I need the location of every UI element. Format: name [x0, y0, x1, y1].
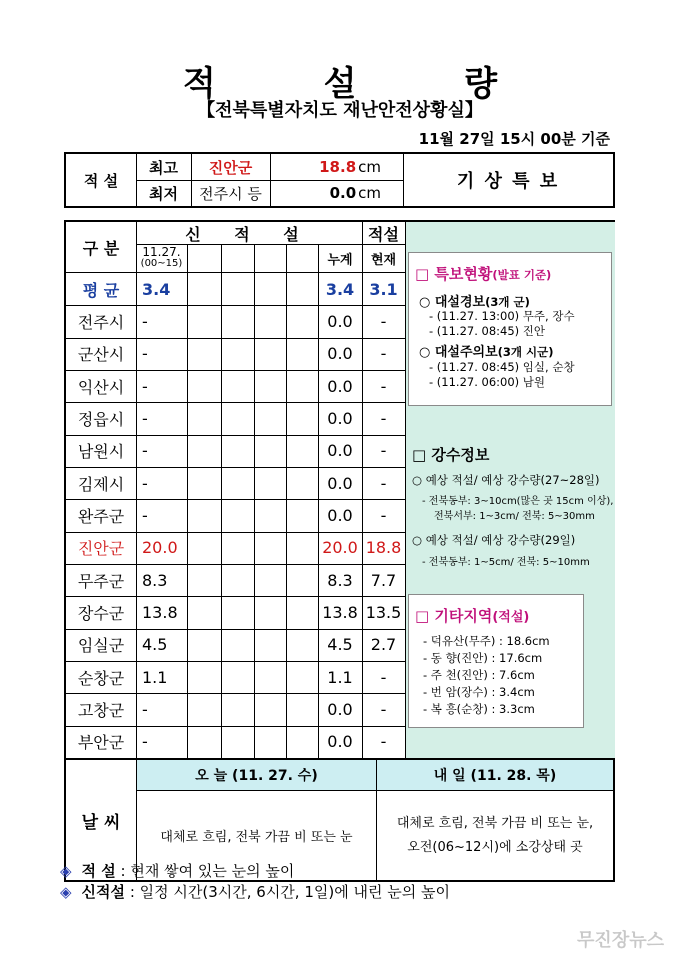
legend-desc-2: : 일정 시간(3시간, 6시간, 1일)에 내린 눈의 높이 [129, 883, 450, 901]
legend-term-2: 신적설 [81, 883, 126, 901]
table-row-new-snow: 20.0 [142, 538, 178, 558]
other-area-item: - 복 흥(순창) : 3.3cm [423, 702, 535, 716]
heavy-warning: ○ 대설경보 [419, 295, 486, 310]
col-new-snow: 신 적 설 [185, 224, 313, 244]
precip-line-1: ○ 예상 적설/ 예상 강수량(27~28일) [412, 473, 600, 487]
diamond-icon: ◈ [60, 883, 72, 901]
diamond-icon: ◈ [60, 862, 72, 880]
heavy-warning-sub: (3개 군) [485, 295, 530, 309]
advisory-line-1: - (11.27. 08:45) 임실, 순창 [429, 360, 575, 374]
other-title-sub: (적설) [492, 610, 530, 625]
table-row-total: 1.1 [327, 667, 353, 687]
today-text: 대체로 흐림, 전북 가끔 비 또는 눈 [160, 830, 353, 845]
table-row-current: 18.8 [365, 538, 402, 558]
table-row-new-snow: - [142, 441, 148, 461]
table-row-region: 남원시 [77, 442, 125, 462]
table-row-total: 20.0 [322, 538, 358, 558]
table-row-current: 2.7 [370, 635, 397, 655]
legend-term-1: 적 설 [81, 862, 116, 880]
tomorrow-line-1: 대체로 흐림, 전북 가끔 비 또는 눈, [396, 815, 594, 831]
table-row-current: 3.1 [369, 279, 398, 299]
table-row-total: 8.3 [327, 570, 353, 590]
max-unit: cm [358, 158, 381, 176]
max-value: 18.8 [319, 158, 357, 176]
table-row-new-snow: - [142, 473, 148, 493]
col-current: 현재 [370, 252, 397, 268]
table-row-current: 13.5 [365, 602, 402, 622]
table-row-total: 0.0 [327, 344, 353, 364]
today-head: 오 늘 (11. 27. 수) [195, 768, 318, 784]
table-row-region: 임실군 [77, 636, 125, 656]
table-row-new-snow: - [142, 699, 148, 719]
max-place: 진안군 [208, 158, 253, 177]
col-region: 구 분 [82, 238, 120, 258]
watermark-logo: 무진장뉴스 [577, 930, 664, 951]
table-row-region: 평 균 [82, 280, 120, 300]
table-row-current: - [380, 699, 387, 719]
table-row-total: 3.4 [325, 279, 355, 299]
other-area-item: - 주 천(진안) : 7.6cm [423, 668, 535, 682]
table-row-new-snow: - [142, 376, 148, 396]
table-row-new-snow: - [142, 344, 148, 364]
advisory-sub: (3개 시군) [497, 345, 554, 359]
precip-title: □ 강수정보 [412, 446, 490, 464]
table-row-region: 정읍시 [77, 409, 125, 429]
snowfall-table [64, 220, 615, 882]
precip-line-1b: 전북서부: 1~3cm/ 전북: 5~30mm [434, 511, 595, 522]
tomorrow-head: 내 일 (11. 28. 목) [433, 768, 557, 784]
table-row-current: - [380, 667, 387, 687]
other-area-item: - 번 암(장수) : 3.4cm [423, 685, 535, 699]
col-total: 누계 [327, 252, 353, 268]
table-row-current: - [380, 311, 387, 331]
weather-label: 날 씨 [81, 812, 121, 833]
table-row-current: - [380, 344, 387, 364]
table-row-current: 7.7 [370, 570, 397, 590]
table-row-total: 0.0 [327, 699, 353, 719]
min-value: 0.0 [329, 184, 357, 202]
precip-line-1a: - 전북동부: 3~10cm(많은 곳 15cm 이상), [422, 496, 614, 507]
table-row-region: 전주시 [77, 312, 125, 332]
warning-card [408, 252, 612, 406]
min-unit: cm [358, 184, 381, 202]
other-area-item: - 덕유산(무주) : 18.6cm [423, 634, 550, 648]
table-row-current: - [380, 473, 387, 493]
col-date-sub: (00~15) [140, 258, 183, 269]
table-row-new-snow: 13.8 [142, 602, 178, 622]
col-date: 11.27. [142, 245, 181, 259]
table-row-total: 0.0 [327, 311, 353, 331]
precip-line-2: ○ 예상 적설/ 예상 강수량(29일) [412, 533, 576, 547]
table-row-total: 4.5 [327, 635, 353, 655]
table-row-region: 진안군 [77, 539, 125, 559]
page-subtitle: 【전북특별자치도 재난안전상황실】 [197, 100, 483, 121]
table-row-new-snow: - [142, 505, 148, 525]
table-row-total: 0.0 [327, 732, 353, 752]
table-row-current: - [380, 732, 387, 752]
other-area-card [408, 594, 584, 728]
summary-label: 적 설 [83, 171, 119, 190]
summary-box [64, 152, 615, 208]
other-title: □ 기타지역 [415, 607, 493, 625]
min-place: 전주시 등 [199, 184, 262, 203]
tomorrow-line-2: 오전(06~12시)에 소강상태 곳 [407, 839, 583, 855]
table-row-current: - [380, 408, 387, 428]
warning-title: □ 특보현황 [415, 265, 493, 283]
warning-title-sub: (발표 기준) [492, 268, 552, 282]
page-title: 적 설 량 [182, 64, 546, 104]
table-row-new-snow: - [142, 408, 148, 428]
report-date: 11월 27일 15시 00분 기준 [418, 130, 610, 148]
precip-line-2a: - 전북동부: 1~5cm/ 전북: 5~10mm [422, 557, 590, 568]
table-row-current: - [380, 376, 387, 396]
heavy-line-2: - (11.27. 08:45) 진안 [429, 324, 546, 338]
advisory-line-2: - (11.27. 06:00) 남원 [429, 375, 546, 389]
min-label: 최저 [149, 184, 178, 203]
legend-1 [60, 860, 294, 881]
table-row-region: 순창군 [77, 668, 125, 688]
heavy-line-1: - (11.27. 13:00) 무주, 장수 [429, 309, 575, 323]
other-area-item: - 동 향(진안) : 17.6cm [423, 651, 543, 665]
legend-2 [60, 881, 450, 902]
table-row-total: 0.0 [327, 505, 353, 525]
table-row-region: 부안군 [77, 733, 125, 753]
advisory: ○ 대설주의보 [419, 345, 498, 360]
table-row-current: - [380, 441, 387, 461]
table-row-region: 김제시 [77, 474, 125, 494]
table-row-region: 완주군 [77, 506, 125, 526]
table-row-total: 0.0 [327, 376, 353, 396]
table-row-new-snow: 8.3 [142, 570, 168, 590]
table-row-region: 군산시 [77, 345, 125, 365]
table-row-region: 익산시 [77, 377, 125, 397]
table-row-region: 장수군 [77, 603, 125, 623]
table-row-current: - [380, 505, 387, 525]
table-row-new-snow: 4.5 [142, 635, 168, 655]
table-row-region: 무주군 [77, 571, 125, 591]
legend-desc-1: : 현재 쌓여 있는 눈의 높이 [120, 862, 295, 880]
table-row-region: 고창군 [77, 700, 125, 720]
table-row-total: 0.0 [327, 473, 353, 493]
table-row-total: 0.0 [327, 441, 353, 461]
table-row-total: 0.0 [327, 408, 353, 428]
table-row-total: 13.8 [322, 602, 358, 622]
max-label: 최고 [149, 158, 178, 177]
table-row-new-snow: 1.1 [142, 667, 168, 687]
weather-warning-label: 기 상 특 보 [456, 171, 560, 192]
table-row-new-snow: 3.4 [142, 279, 171, 299]
col-snow: 적설 [368, 224, 399, 244]
table-row-new-snow: - [142, 311, 148, 331]
table-row-new-snow: - [142, 732, 148, 752]
